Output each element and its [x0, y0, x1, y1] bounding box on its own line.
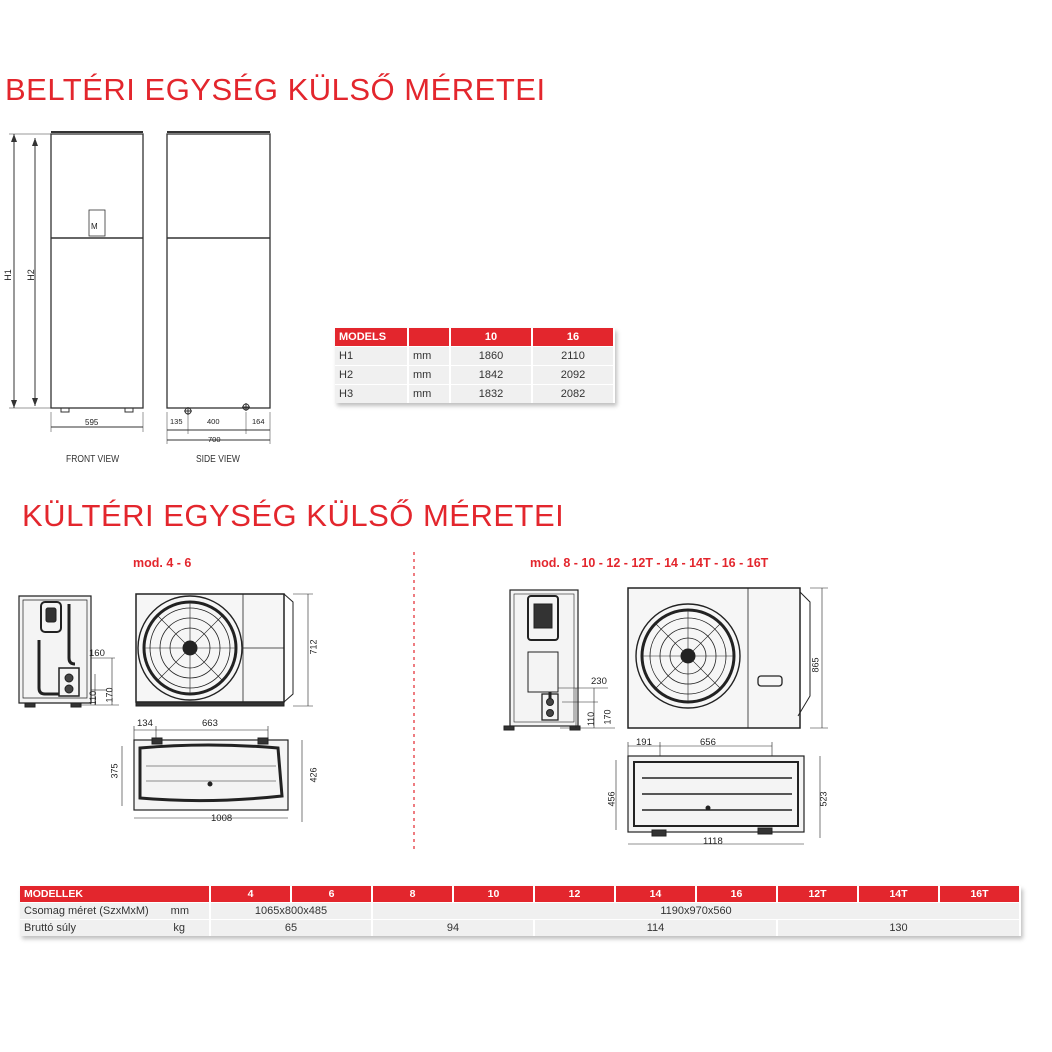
table-cell: mm: [408, 347, 450, 366]
table-header-cell: 14T: [858, 886, 939, 903]
indoor-side-view-label: SIDE VIEW: [196, 454, 240, 465]
small-dim-170: 170: [104, 687, 115, 703]
table-cell: 130: [777, 920, 1020, 937]
outdoor-section-title: KÜLTÉRI EGYSÉG KÜLSŐ MÉRETEI: [22, 498, 565, 533]
small-unit-front-view: [128, 588, 328, 718]
table-cell: 1065x800x485: [210, 903, 372, 920]
indoor-panel-text: M: [91, 222, 98, 231]
large-dim-523: 523: [818, 791, 829, 807]
table-header-cell: 4: [210, 886, 291, 903]
large-dim-170: 170: [602, 709, 613, 725]
indoor-h2-label: H2: [25, 269, 36, 281]
table-cell: 1842: [450, 366, 532, 385]
indoor-side-dim-b: 400: [207, 417, 220, 426]
table-cell: 114: [534, 920, 777, 937]
outdoor-models-table: [20, 886, 1021, 936]
table-cell: 1860: [450, 347, 532, 366]
table-row: [335, 385, 614, 404]
small-unit-top-view: [118, 726, 318, 826]
table-cell: mm: [408, 385, 450, 404]
small-dim-134: 134: [137, 718, 153, 729]
table-cell: H2: [335, 366, 408, 385]
indoor-front-view-label: FRONT VIEW: [66, 454, 120, 465]
large-dim-230: 230: [591, 676, 607, 687]
table-header-cell: 6: [291, 886, 372, 903]
table-header-cell: 10: [450, 328, 532, 347]
table-cell: 2110: [532, 347, 614, 366]
table-header-cell: 10: [453, 886, 534, 903]
table-header-cell: MODELLEK: [20, 886, 210, 903]
table-row: [335, 366, 614, 385]
table-cell: H1: [335, 347, 408, 366]
indoor-models-table: [335, 328, 615, 403]
section-divider: [412, 552, 416, 852]
large-unit-front-view: [620, 584, 830, 734]
large-dim-656: 656: [700, 737, 716, 748]
table-cell: 94: [372, 920, 534, 937]
table-cell: [20, 903, 210, 920]
row-unit: kg: [173, 922, 185, 934]
large-dim-865: 865: [810, 657, 821, 673]
table-header-cell: 8: [372, 886, 453, 903]
table-row: [20, 920, 1020, 937]
table-cell: 1190x970x560: [372, 903, 1020, 920]
small-dim-426: 426: [308, 767, 319, 783]
indoor-section-title: BELTÉRI EGYSÉG KÜLSŐ MÉRETEI: [5, 72, 546, 107]
table-cell: 2092: [532, 366, 614, 385]
table-cell: [20, 920, 210, 937]
indoor-side-view-drawing: [160, 130, 290, 450]
table-header-cell: 14: [615, 886, 696, 903]
small-dim-712: 712: [308, 639, 319, 655]
indoor-h1-label: H1: [2, 269, 13, 281]
row-unit: mm: [170, 905, 189, 917]
small-dim-1008: 1008: [211, 813, 233, 824]
table-cell: H3: [335, 385, 408, 404]
indoor-width-front: 595: [85, 418, 99, 427]
table-header-cell: 16: [532, 328, 614, 347]
table-header-cell: [408, 328, 450, 347]
indoor-side-dim-a: 135: [170, 417, 183, 426]
table-header-cell: 16T: [939, 886, 1020, 903]
table-header-cell: MODELS: [335, 328, 408, 347]
indoor-side-dim-total: 700: [208, 435, 221, 444]
table-header-cell: 16: [696, 886, 777, 903]
table-cell: mm: [408, 366, 450, 385]
table-header-cell: 12: [534, 886, 615, 903]
indoor-side-dim-c: 164: [252, 417, 265, 426]
outdoor-small-subtitle: mod. 4 - 6: [133, 556, 192, 570]
large-dim-191: 191: [636, 737, 652, 748]
table-cell: 1832: [450, 385, 532, 404]
row-label: Csomag méret (SzxMxM): [24, 905, 149, 917]
table-row: [20, 903, 1020, 920]
large-dim-110: 110: [586, 711, 597, 727]
table-header-cell: 12T: [777, 886, 858, 903]
row-label: Bruttó súly: [24, 922, 76, 934]
table-cell: 65: [210, 920, 372, 937]
indoor-front-view-drawing: [2, 130, 165, 450]
small-dim-663: 663: [202, 718, 218, 729]
small-dim-375: 375: [109, 763, 120, 779]
table-header-row: [335, 328, 614, 347]
table-header-row: [20, 886, 1020, 903]
table-row: [335, 347, 614, 366]
small-dim-160: 160: [89, 648, 105, 659]
small-dim-110: 110: [88, 690, 99, 706]
table-cell: 2082: [532, 385, 614, 404]
outdoor-large-subtitle: mod. 8 - 10 - 12 - 12T - 14 - 14T - 16 - 16T: [530, 556, 769, 570]
large-dim-456: 456: [606, 791, 617, 807]
large-dim-1118: 1118: [703, 836, 723, 847]
